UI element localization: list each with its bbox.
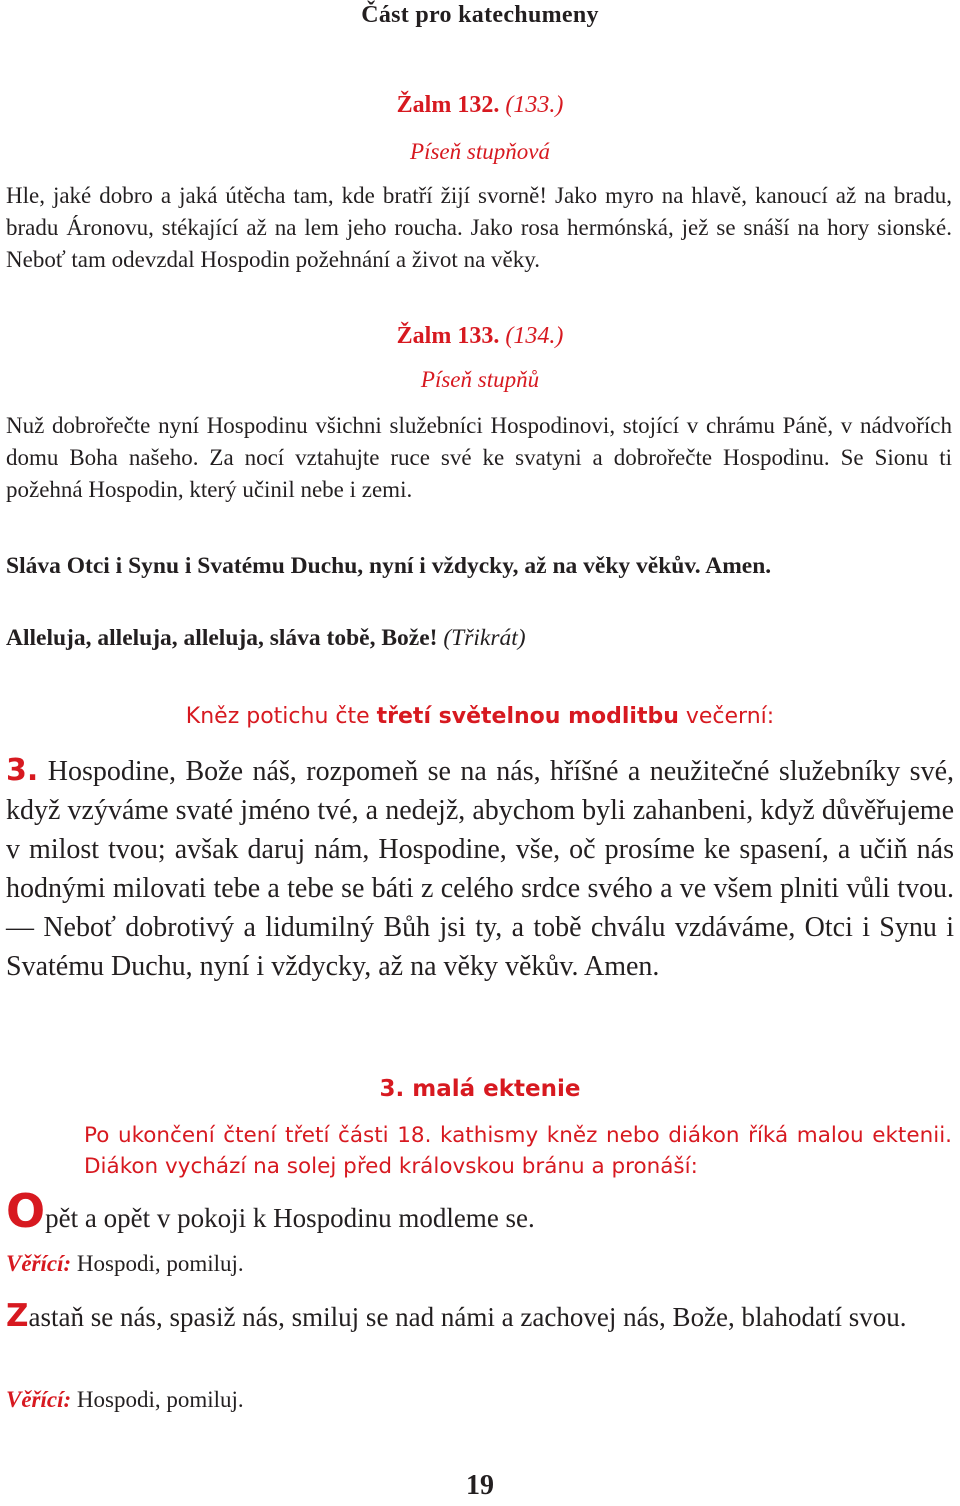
rubric-third-prayer — [0, 704, 960, 729]
psalm-133-subtitle: Píseň stupňů — [420, 367, 540, 392]
psalm-133-heading — [0, 323, 960, 350]
petition-2 — [6, 1297, 950, 1337]
response-1-text: Hospodi, pomiluj. — [76, 1251, 244, 1276]
prayer-text: Hospodine, Bože náš, rozpomeň se na nás, hříšné a neužitečné služebníky své, když vzýváme svaté jméno tvé, a nedejž, abychom byli zahanbeni, když důvěřujeme v milost tvou; avšak daruj nám, Hospodine, vše, oč prosíme ke spasení, a učiň nás hodnými milovati tebe a tebe se báti z celého srdce svého a ve všem plniti vůli tvou. — Neboť dobrotivý a lidumilný Bůh jsi ty, a tobě chválu vzdáváme, Otci i Synu i Svatému Duchu, nyní i vždycky, až na věky věkův. Amen. — [6, 756, 955, 982]
petition-1-initial: O — [6, 1184, 46, 1238]
alleluia-note: (Třikrát) — [443, 625, 526, 651]
page-number: 19 — [466, 1470, 494, 1501]
section-header: Část pro katechumeny — [361, 2, 599, 28]
psalm-133-title: Žalm 133. — [396, 323, 500, 349]
response-2-text: Hospodi, pomiluj. — [76, 1387, 244, 1412]
petition-2-initial: Z — [6, 1298, 29, 1334]
psalm-132-title: Žalm 132. — [396, 92, 500, 118]
psalm-133-text: Nuž dobrořečte nyní Hospodinu všichni služebníci Hospodinovi, stojící v chrámu Páně, v nádvořích domu Boha našeho. Za nocí vztahujte ruce své ke svatyni a dobrořečte Hospodinu. Se Sionu ti požehná Hospodin, který učinil nebe i zemi. — [6, 413, 952, 502]
response-1 — [6, 1251, 244, 1277]
rubric-after: večerní: — [678, 704, 775, 729]
psalm-132-subtitle: Píseň stupňová — [410, 139, 550, 164]
ektenie-rubric: Po ukončení čtení třetí části 18. kathismy kněz nebo diákon říká malou ektenii. Diákon vychází na solej před královskou bránu a pronáší: — [84, 1123, 952, 1179]
response-2 — [6, 1387, 244, 1413]
response-2-speaker: Věřící: — [6, 1387, 72, 1412]
psalm-132-number: (133.) — [505, 92, 564, 118]
doxology: Sláva Otci i Synu i Svatému Duchu, nyní i vždycky, až na věky věkův. Amen. — [6, 553, 772, 579]
alleluia — [6, 625, 952, 652]
petition-1 — [6, 1184, 950, 1238]
ektenie-title: 3. malá ektenie — [379, 1076, 581, 1102]
psalm-133-number: (134.) — [505, 323, 564, 349]
prayer-number: 3. — [6, 753, 39, 788]
response-1-speaker: Věřící: — [6, 1251, 72, 1276]
psalm-132-text: Hle, jaké dobro a jaká útěcha tam, kde bratří žijí svorně! Jako myro na hlavě, kanoucí až na bradu, bradu Áronovu, stékající až na lem jeho roucha. Jako rosa hermónská, jež se snáší na hory sionské. Neboť tam odevzdal Hospodin požehnání a život na věky. — [6, 183, 952, 272]
rubric-bold: třetí světelnou modlitbu — [376, 704, 679, 729]
petition-2-text: astaň se nás, spasiž nás, smiluj se nad námi a zachovej nás, Bože, blahodatí svou. — [28, 1302, 907, 1332]
petition-1-text: pět a opět v pokoji k Hospodinu modleme se. — [45, 1203, 535, 1233]
third-evening-prayer — [6, 751, 954, 986]
alleluia-text: Alleluja, alleluja, alleluja, sláva tobě, Bože! — [6, 625, 438, 651]
rubric-before: Kněz potichu čte — [185, 704, 377, 729]
psalm-132-heading — [0, 92, 960, 119]
